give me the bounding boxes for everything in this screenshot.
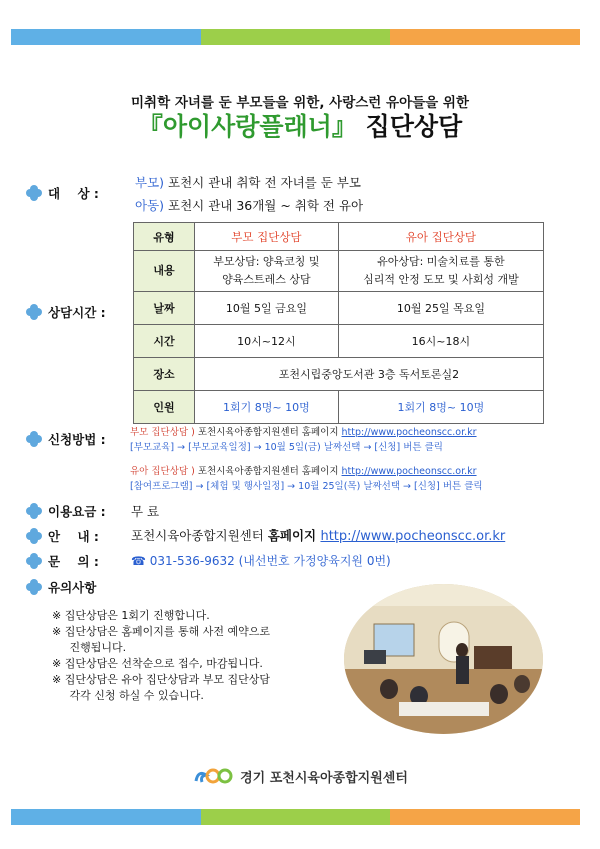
notes-label-row [26, 578, 96, 596]
clover-icon [26, 579, 42, 595]
subtitle: 미취학 자녀를 둔 부모들을 위한, 사랑스런 유아들을 위한 [131, 95, 469, 111]
schedule-label: 상담시간 : [48, 305, 106, 320]
center-logo-icon [192, 766, 234, 786]
table-row: 내용 부모상담: 양육코칭 및 양육스트레스 상담 유아상담: 미술치료를 통한 심리적 안정 도모 및 사회성 개발 [134, 251, 544, 292]
apply-parent-steps: [부모교육] → [부모교육일정] → 10월 5일(금) 날짜선택 → [신청] 버튼 클릭 [130, 442, 443, 453]
contact-phone: ☎ 031-536-9632 (내선번호 가정양육지원 0번) [131, 554, 391, 568]
bottom-color-stripe [11, 809, 580, 825]
info-label: 안 내 : [48, 529, 99, 544]
footer-org: 경기 포천시육아종합지원센터 [240, 770, 408, 786]
homepage-link[interactable]: http://www.pocheonscc.or.kr [341, 466, 477, 477]
homepage-link[interactable]: http://www.pocheonscc.or.kr [320, 529, 506, 544]
target-child: 아동) 포천시 관내 36개월 ~ 취학 전 유아 [135, 198, 364, 213]
title-rest: 집단상담 [356, 112, 463, 141]
page-title [0, 107, 600, 143]
target-parent: 부모) 포천시 관내 취학 전 자녀를 둔 부모 [135, 175, 361, 190]
target-label: 대 상 : [48, 186, 99, 201]
table-row: 인원 1회기 8명~ 10명 1회기 8명~ 10명 [134, 391, 544, 424]
fee-label: 이용요금 : [48, 504, 106, 519]
clover-icon [26, 503, 42, 519]
fee-value: 무 료 [131, 504, 160, 519]
notes-list [52, 608, 270, 704]
list-item: 진행됩니다. [52, 641, 127, 654]
classroom-photo-image [344, 584, 543, 734]
schedule-label-row [26, 303, 106, 321]
top-color-stripe [11, 29, 580, 45]
info-text: 포천시육아종합지원센터 홈페이지 http://www.pocheonscc.or.kr [131, 528, 506, 544]
table-row: 장소 포천시립중앙도서관 3층 독서토론실2 [134, 358, 544, 391]
list-item: ※ 집단상담은 선착순으로 접수, 마감됩니다. [52, 657, 263, 670]
info-label-row [26, 527, 99, 545]
table-row: 시간 10시~12시 16시~18시 [134, 325, 544, 358]
clover-icon [26, 431, 42, 447]
apply-child-steps: [참여프로그램] → [체험 및 행사일정] → 10월 25일(목) 날짜선택 → [신청] 버튼 클릭 [130, 481, 483, 492]
table-row: 날짜 10월 5일 금요일 10월 25일 목요일 [134, 292, 544, 325]
title-main: 『아이사랑플래너』 [137, 112, 357, 141]
apply-child: 유아 집단상담 ) 포천시육아종합지원센터 홈페이지 http://www.pocheonscc.or.kr [130, 466, 477, 477]
apply-parent: 부모 집단상담 ) 포천시육아종합지원센터 홈페이지 http://www.pocheonscc.or.kr [130, 427, 477, 438]
clover-icon [26, 553, 42, 569]
homepage-link[interactable]: http://www.pocheonscc.or.kr [341, 427, 477, 438]
contact-label: 문 의 : [48, 554, 99, 569]
clover-icon [26, 528, 42, 544]
list-item: ※ 집단상담은 1회기 진행합니다. [52, 609, 210, 622]
notes-label: 유의사항 [48, 580, 97, 595]
schedule-table [133, 222, 544, 424]
fee-label-row [26, 502, 106, 520]
clover-icon [26, 304, 42, 320]
target-label-row [26, 184, 99, 202]
list-item: ※ 집단상담은 홈페이지를 통해 사전 예약으로 [52, 625, 270, 638]
classroom-photo [344, 584, 543, 734]
list-item: 각각 신청 하실 수 있습니다. [52, 689, 204, 702]
list-item: ※ 집단상담은 유아 집단상담과 부모 집단상담 [52, 673, 270, 686]
contact-label-row [26, 552, 99, 570]
clover-icon [26, 185, 42, 201]
footer [0, 766, 600, 786]
apply-label-row [26, 430, 106, 448]
table-row: 유형 부모 집단상담 유아 집단상담 [134, 223, 544, 251]
apply-label: 신청방법 : [48, 432, 106, 447]
